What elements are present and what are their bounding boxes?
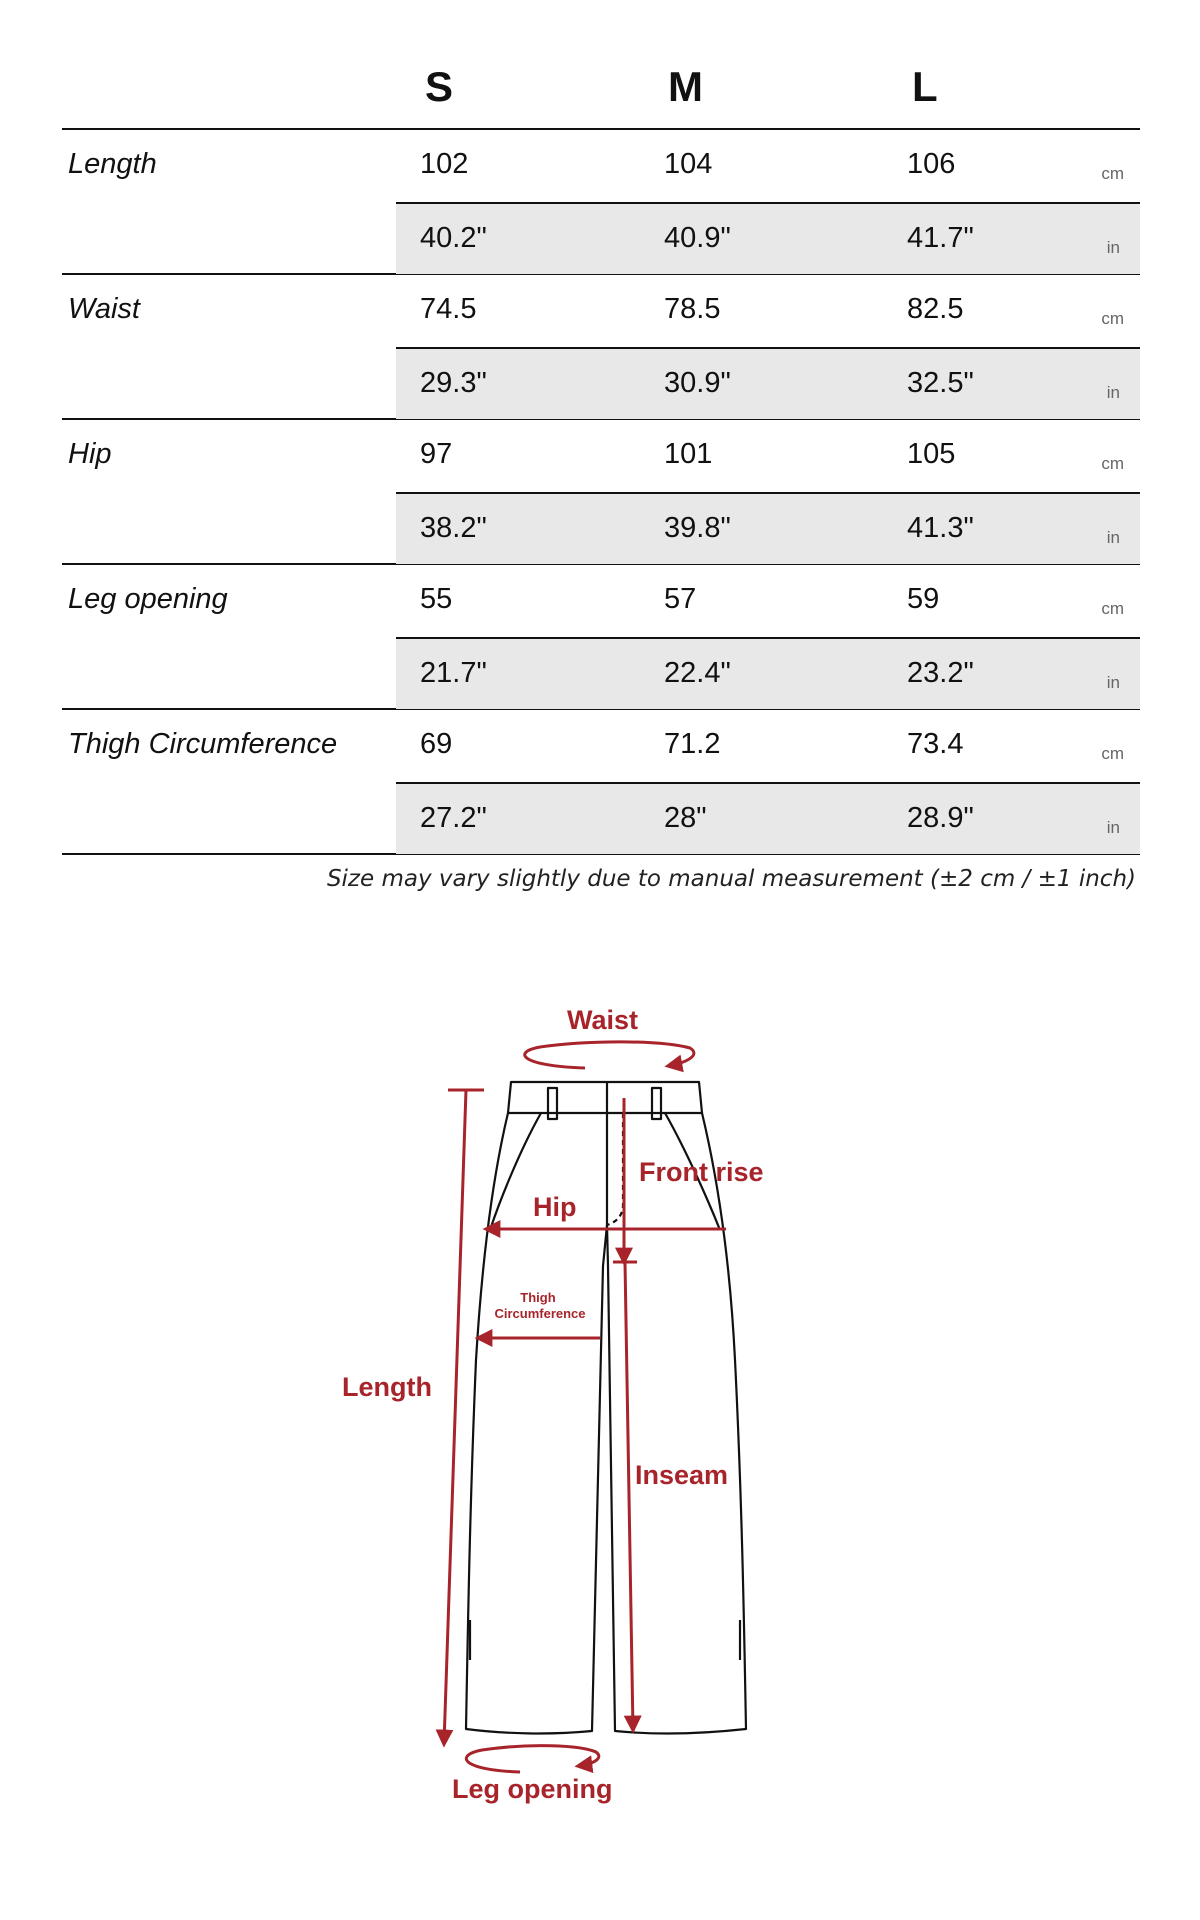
row-group-hip	[62, 420, 1140, 565]
unit-cm: cm	[1101, 164, 1124, 183]
size-table	[62, 0, 1140, 892]
value-s: 29.3"	[420, 367, 487, 399]
row-group-waist	[62, 275, 1140, 420]
inch-row	[396, 202, 1140, 274]
value-m: 57	[664, 583, 697, 615]
unit-cm: cm	[1101, 744, 1124, 763]
value-s: 97	[420, 438, 453, 470]
value-s: 102	[420, 148, 469, 180]
size-header-row	[62, 0, 1140, 130]
unit-in: in	[1106, 818, 1120, 837]
front-rise-label: Front rise	[639, 1157, 764, 1187]
unit-cm: cm	[1101, 599, 1124, 618]
value-m: 71.2	[664, 728, 721, 760]
size-s-header: S	[425, 63, 454, 110]
measurement-label: Thigh Circumference	[68, 728, 338, 760]
size-m-header: M	[668, 63, 703, 110]
inch-row	[396, 492, 1140, 564]
unit-in: in	[1106, 238, 1120, 257]
length-label: Length	[342, 1372, 432, 1402]
cm-row	[396, 565, 1140, 636]
length-arrow-icon	[444, 1090, 466, 1744]
leg-opening-arrow-icon	[466, 1746, 598, 1772]
waist-arrow-icon	[525, 1042, 694, 1068]
inseam-label: Inseam	[635, 1460, 729, 1490]
value-s: 74.5	[420, 293, 477, 325]
size-l-header: L	[912, 63, 938, 110]
value-m: 39.8"	[664, 512, 731, 544]
value-m: 104	[664, 148, 713, 180]
value-l: 23.2"	[907, 657, 974, 689]
value-l: 41.3"	[907, 512, 974, 544]
unit-in: in	[1106, 383, 1120, 402]
unit-in: in	[1106, 528, 1120, 547]
value-s: 21.7"	[420, 657, 487, 689]
value-l: 82.5	[907, 293, 964, 325]
value-s: 27.2"	[420, 802, 487, 834]
row-group-thigh-circumference	[62, 710, 1140, 855]
inch-row	[396, 347, 1140, 419]
cm-row	[396, 420, 1140, 491]
row-group-leg-opening	[62, 565, 1140, 710]
value-m: 22.4"	[664, 657, 731, 689]
value-l: 41.7"	[907, 222, 974, 254]
measurement-label: Hip	[68, 438, 112, 470]
cm-row	[396, 710, 1140, 781]
pants-outline-icon	[466, 1082, 746, 1733]
value-m: 28"	[664, 802, 707, 834]
value-s: 69	[420, 728, 453, 760]
value-s: 40.2"	[420, 222, 487, 254]
measurement-label: Waist	[68, 293, 140, 325]
measurement-label: Length	[68, 148, 157, 180]
value-m: 101	[664, 438, 713, 470]
thigh-label-line1: Thigh	[520, 1290, 556, 1305]
inseam-arrow-icon	[625, 1262, 633, 1730]
inch-row	[396, 637, 1140, 709]
measurement-note: Size may vary slightly due to manual measurement (±2 cm / ±1 inch)	[326, 866, 1136, 892]
value-l: 73.4	[907, 728, 964, 760]
unit-cm: cm	[1101, 454, 1124, 473]
unit-in: in	[1106, 673, 1120, 692]
cm-row	[396, 275, 1140, 346]
unit-cm: cm	[1101, 309, 1124, 328]
hip-label: Hip	[533, 1192, 577, 1222]
waist-label: Waist	[567, 1005, 639, 1035]
leg-opening-label: Leg opening	[452, 1774, 613, 1804]
value-l: 28.9"	[907, 802, 974, 834]
measurement-label: Leg opening	[68, 583, 228, 615]
value-m: 40.9"	[664, 222, 731, 254]
value-l: 105	[907, 438, 956, 470]
value-m: 78.5	[664, 293, 721, 325]
value-l: 32.5"	[907, 367, 974, 399]
value-s: 38.2"	[420, 512, 487, 544]
thigh-label-line2: Circumference	[494, 1306, 586, 1321]
inch-row	[396, 782, 1140, 854]
value-m: 30.9"	[664, 367, 731, 399]
value-s: 55	[420, 583, 453, 615]
value-l: 106	[907, 148, 956, 180]
value-l: 59	[907, 583, 940, 615]
cm-row	[396, 130, 1140, 201]
row-group-length	[62, 130, 1140, 275]
